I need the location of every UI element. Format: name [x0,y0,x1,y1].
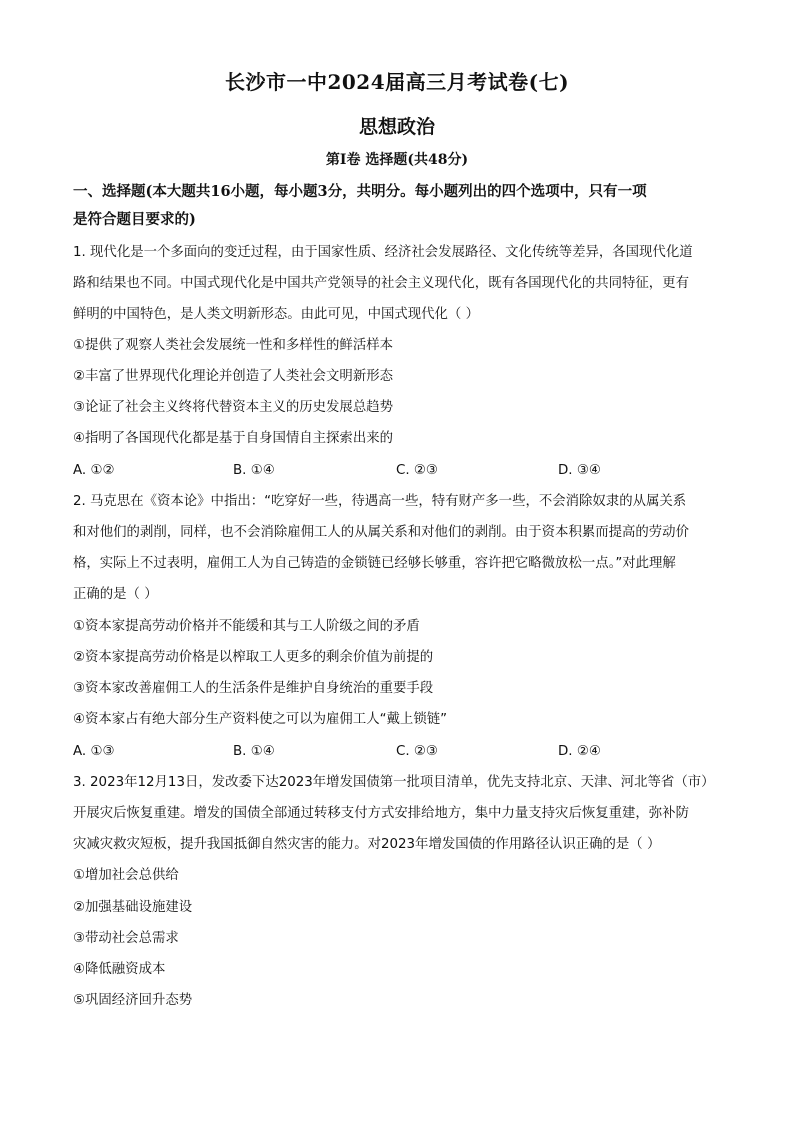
q1-option-c[interactable]: C. ②③ [396,463,438,478]
q3-statement: ③带动社会总需求 [73,931,179,946]
q3-statement: ①增加社会总供给 [73,868,179,883]
q1-stem-line: 鲜明的中国特色，是人类文明新形态。由此可见，中国式现代化（ ） [73,307,479,322]
q1-option-a[interactable]: A. ①② [73,463,115,478]
q2-statement: ④资本家占有绝大部分生产资料使之可以为雇佣工人“戴上锁链” [73,712,448,727]
q1-statement: ②丰富了世界现代化理论并创造了人类社会文明新形态 [73,369,393,384]
q1-option-b[interactable]: B. ①④ [233,463,275,478]
q2-statement: ②资本家提高劳动价格是以榨取工人更多的剩余价值为前提的 [73,650,434,665]
section-instruction-line1: 一、选择题(本大题共16小题，每小题3分，共明分。每小题列出的四个选项中，只有一项 [73,183,647,200]
q3-stem-line: 灾减灾救灾短板，提升我国抵御自然灾害的能力。对2023年增发国债的作用路径认识正确的是（ ） [73,837,661,852]
q3-statement: ②加强基础设施建设 [73,900,193,915]
q1-statement: ①提供了观察人类社会发展统一性和多样性的鲜活样本 [73,338,393,353]
q1-statement: ③论证了社会主义终将代替资本主义的历史发展总趋势 [73,400,393,415]
q1-option-d[interactable]: D. ③④ [558,463,601,478]
q2-option-d[interactable]: D. ②④ [558,744,601,759]
q2-option-c[interactable]: C. ②③ [396,744,438,759]
q2-option-b[interactable]: B. ①④ [233,744,275,759]
q3-statement: ④降低融资成本 [73,962,166,977]
q2-option-a[interactable]: A. ①③ [73,744,115,759]
part-heading: 第Ⅰ卷 选择题(共48分) [325,152,469,168]
q3-stem-line: 开展灾后恢复重建。增发的国债全部通过转移支付方式安排给地方，集中力量支持灾后恢复重建，弥补防 [73,806,689,821]
q2-statement: ①资本家提高劳动价格并不能缓和其与工人阶级之间的矛盾 [73,619,420,634]
q2-stem-line: 2. 马克思在《资本论》中指出：“吃穿好一些，待遇高一些，特有财产多一些，不会消除奴隶的从属关系 [73,494,687,509]
exam-title: 长沙市一中2024届高三月考试卷(七) [224,70,570,94]
q1-stem-line: 1. 现代化是一个多面向的变迁过程，由于国家性质、经济社会发展路径、文化传统等差异，各国现代化道 [73,245,693,260]
q1-stem-line: 路和结果也不同。中国式现代化是中国共产党领导的社会主义现代化，既有各国现代化的共同特征，更有 [73,276,689,291]
q3-stem-line: 3. 2023年12月13日，发改委下达2023年增发国债第一批项目清单，优先支持北京、天津、河北等省（市） [73,775,715,790]
q2-statement: ③资本家改善雇佣工人的生活条件是维护自身统治的重要手段 [73,681,434,696]
section-instruction-line2: 是符合题目要求的) [73,211,196,228]
subject-title: 思想政治 [358,116,435,138]
q2-stem-line: 格，实际上不过表明，雇佣工人为自己铸造的金锁链已经够长够重，容许把它略微放松一点。”对此理解 [73,556,676,571]
q3-statement: ⑤巩固经济回升态势 [73,993,193,1008]
q1-statement: ④指明了各国现代化都是基于自身国情自主探索出来的 [73,431,393,446]
q2-stem-line: 和对他们的剥削，同样，也不会消除雇佣工人的从属关系和对他们的剥削。由于资本积累而提高的劳动价 [73,525,689,540]
q2-stem-line: 正确的是（ ） [73,587,158,602]
